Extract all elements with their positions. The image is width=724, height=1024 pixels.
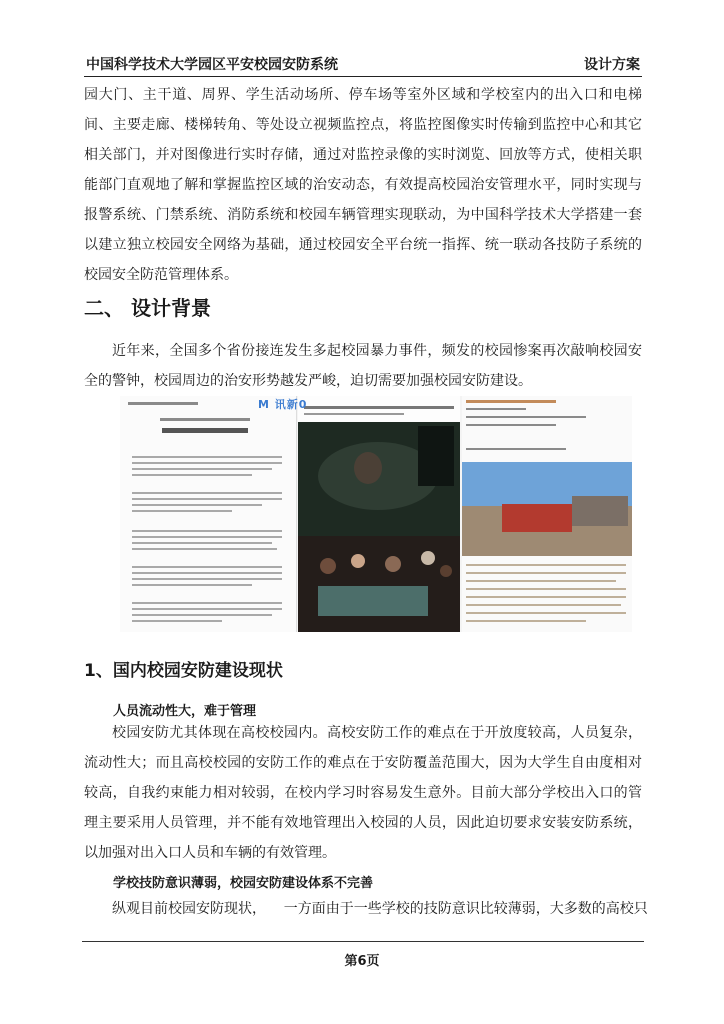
section-heading-design-background: 二、 设计背景 (84, 296, 211, 320)
intro-paragraph-block (84, 80, 642, 290)
awareness-paragraph: 纵观目前校园安防现状， 一方面由于一些学校的技防意识比较薄弱，大多数的高校只 (112, 901, 648, 917)
news-clipping-left-graphic (120, 396, 296, 632)
subsection-heading-domestic-status: 1、国内校园安防建设现状 (84, 661, 283, 681)
news-collage-figure (120, 396, 632, 632)
footer-divider (82, 941, 644, 942)
news-site-logo: M 讯新0 (258, 398, 308, 411)
awareness-paragraph-block (84, 894, 648, 924)
news-photo-middle-graphic (298, 396, 460, 632)
personnel-paragraph-block (84, 718, 642, 868)
header-doc-type: 设计方案 (584, 57, 640, 73)
news-photo-middle (298, 396, 460, 632)
news-clipping-right-graphic (462, 396, 632, 632)
intro-paragraph: 园大门、主干道、周界、学生活动场所、停车场等室外区域和学校室内的出入口和电梯间、主要走廊、楼梯转角、等处设立视频监控点，将监控图像实时传输到监控中心和其它相关部门，并对图像进行实时存储，通过对监控录像的实时浏览、回放等方式，使相关职能部门直观地了解和掌握监控区域的治安动态，有效提高校园治安管理水平，同时实现与报警系统、门禁系统、消防系统和校园车辆管理实现联动，为中国科学技术大学搭建一套以建立独立校园安全网络为基础，通过校园安全平台统一指挥、统一联动各技防子系统的校园安全防范管理体系。 (84, 87, 642, 283)
topic-heading-personnel-mobility: 人员流动性大，难于管理 (113, 704, 257, 719)
news-clipping-right (462, 396, 632, 632)
header-title: 中国科学技术大学园区平安校园安防系统 (86, 57, 338, 73)
background-paragraph-block (84, 336, 642, 396)
page-number: 第6页 (344, 954, 380, 969)
topic-heading-weak-awareness: 学校技防意识薄弱，校园安防建设体系不完善 (113, 876, 374, 891)
news-clipping-left (120, 396, 297, 632)
personnel-paragraph: 校园安防尤其体现在高校校园内。高校安防工作的难点在于开放度较高，人员复杂，流动性大；而且高校校园的安防工作的难点在于安防覆盖范围大，因为大学生自由度相对较高，自我约束能力相对较弱，在校内学习时容易发生意外。目前大部分学校出入口的管理主要采用人员管理，并不能有效地管理出入校园的人员，因此迫切要求安装安防系统，以加强对出入口人员和车辆的有效管理。 (84, 725, 642, 861)
page-header (84, 50, 642, 77)
background-paragraph: 近年来，全国多个省份接连发生多起校园暴力事件，频发的校园惨案再次敲响校园安全的警钟，校园周边的治安形势越发严峻，迫切需要加强校园安防建设。 (84, 343, 642, 389)
